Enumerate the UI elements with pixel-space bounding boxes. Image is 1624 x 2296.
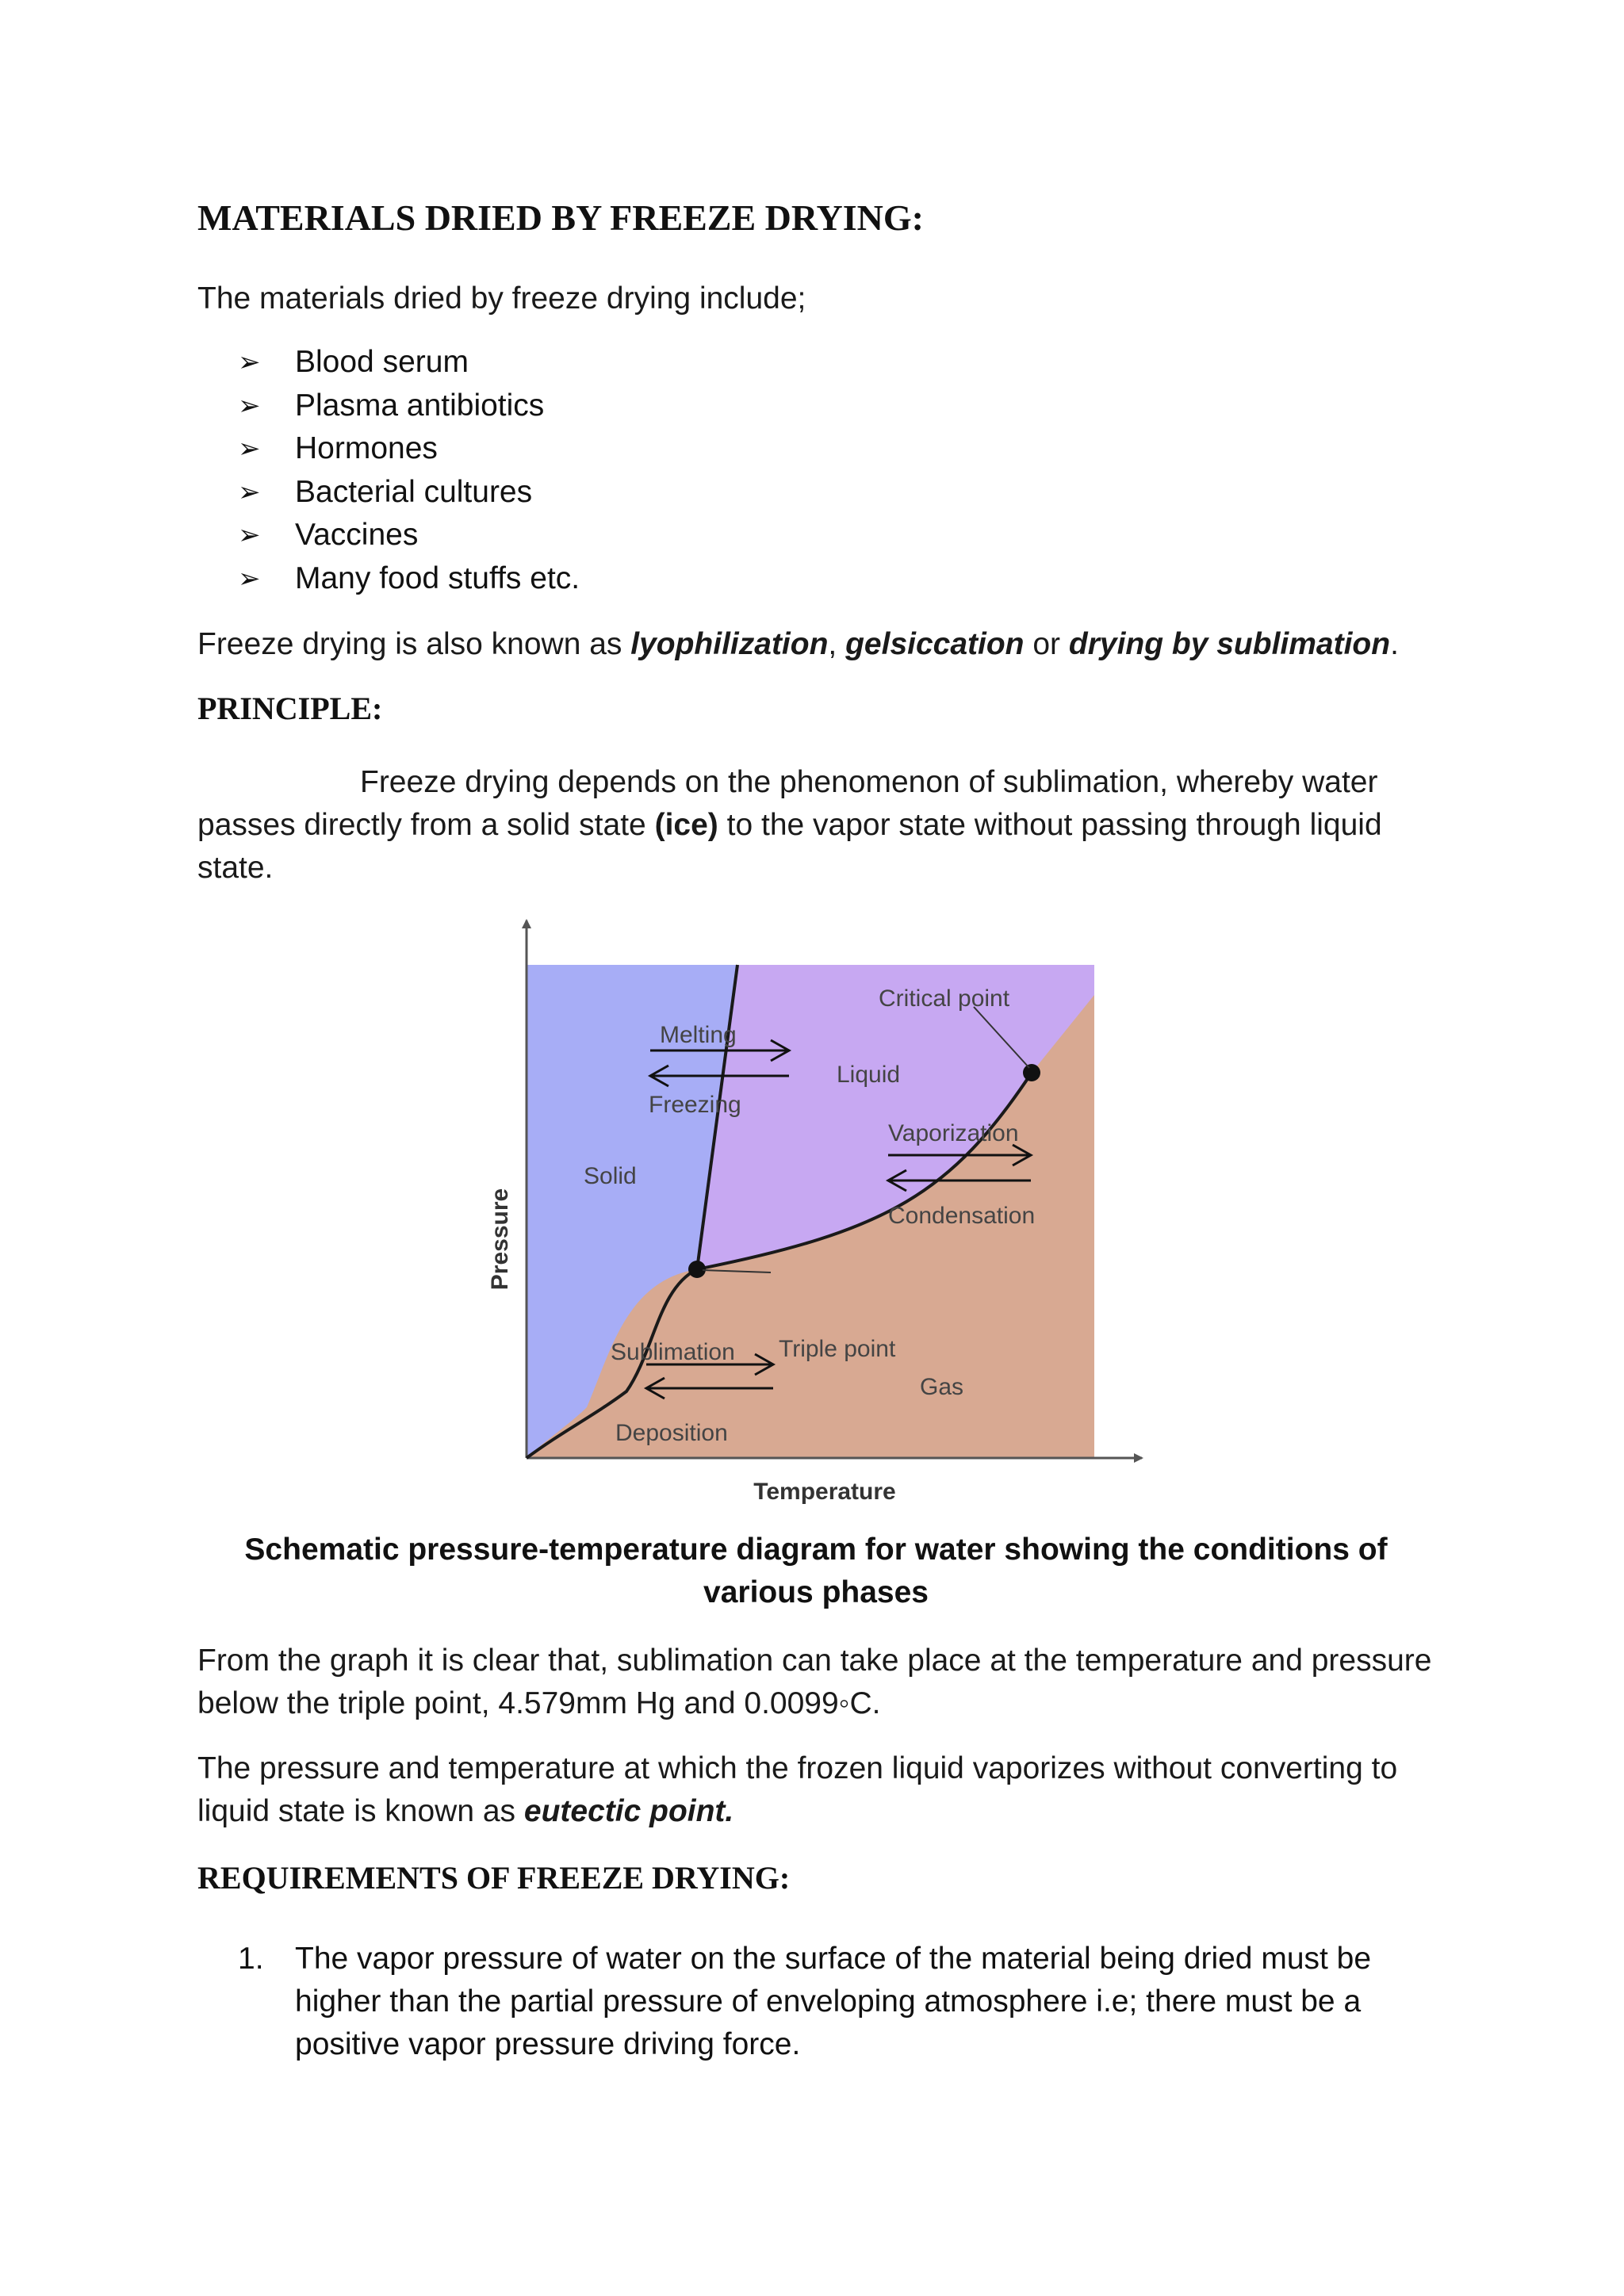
critical-point-marker: [1023, 1064, 1040, 1081]
list-item: ➢ Vaccines: [238, 514, 580, 557]
liquid-region-label: Liquid: [837, 1062, 901, 1088]
arrow-bullet-icon: ➢: [238, 520, 261, 550]
materials-list: [238, 341, 580, 600]
list-item: ➢ Bacterial cultures: [238, 471, 580, 515]
term-drying-by-sublimation: drying by sublimation: [1068, 627, 1391, 661]
diagram-caption: Schematic pressure-temperature diagram for water showing the conditions of various phases: [244, 1533, 1388, 1609]
arrow-bullet-icon: ➢: [238, 434, 261, 464]
list-item: ➢ Plasma antibiotics: [238, 385, 580, 428]
requirements-list: [238, 1938, 1404, 2066]
heading-materials: MATERIALS DRIED BY FREEZE DRYING:: [197, 197, 924, 238]
condensation-label: Condensation: [888, 1203, 1036, 1229]
eutectic-paragraph: The pressure and temperature at which the frozen liquid vaporizes without converting to liquid state is known as eutectic point.: [197, 1751, 1398, 1828]
y-axis-label: Pressure: [487, 1188, 513, 1291]
list-item: ➢ Many food stuffs etc.: [238, 557, 580, 601]
arrow-bullet-icon: ➢: [238, 347, 261, 377]
melting-label: Melting: [660, 1022, 737, 1048]
sublimation-label: Sublimation: [611, 1339, 735, 1365]
heading-requirements: REQUIREMENTS OF FREEZE DRYING:: [197, 1860, 791, 1896]
gas-region-label: Gas: [920, 1374, 964, 1400]
deposition-label: Deposition: [615, 1420, 728, 1446]
x-axis-label: Temperature: [753, 1479, 896, 1505]
vaporization-label: Vaporization: [888, 1120, 1019, 1146]
freezing-label: Freezing: [649, 1092, 741, 1118]
list-item: 1. The vapor pressure of water on the surface of the material being dried must be higher than the partial pressure of enveloping atmosphere i.e; there must be a positive vapor pressure driving force.: [238, 1942, 1372, 2061]
phase-diagram: [476, 908, 1158, 1518]
critical-point-label: Critical point: [879, 985, 1010, 1012]
triple-point-label: Triple point: [779, 1336, 896, 1362]
triple-point-marker: [688, 1261, 706, 1278]
heading-principle: PRINCIPLE:: [197, 691, 383, 726]
triple-point-paragraph: From the graph it is clear that, sublimation can take place at the temperature and pressure below the triple point, 4.579mm Hg and 0.0099◦C.: [197, 1644, 1432, 1720]
arrow-bullet-icon: ➢: [238, 563, 261, 594]
solid-region-label: Solid: [584, 1163, 637, 1189]
term-lyophilization: lyophilization: [630, 627, 829, 661]
intro-text: The materials dried by freeze drying include;: [197, 281, 806, 316]
principle-paragraph: Freeze drying depends on the phenomenon of sublimation, whereby water passes directly from a solid state (ice) to the vapor state without passing through liquid state.: [197, 765, 1382, 885]
arrow-bullet-icon: ➢: [238, 476, 261, 507]
arrow-bullet-icon: ➢: [238, 390, 261, 421]
list-item: ➢ Hormones: [238, 427, 580, 471]
term-gelsiccation: gelsiccation: [845, 627, 1025, 661]
list-item: ➢ Blood serum: [238, 341, 580, 385]
term-eutectic-point: eutectic point.: [523, 1794, 734, 1828]
aka-paragraph: Freeze drying is also known as lyophilization, gelsiccation or drying by sublimation.: [197, 627, 1399, 661]
